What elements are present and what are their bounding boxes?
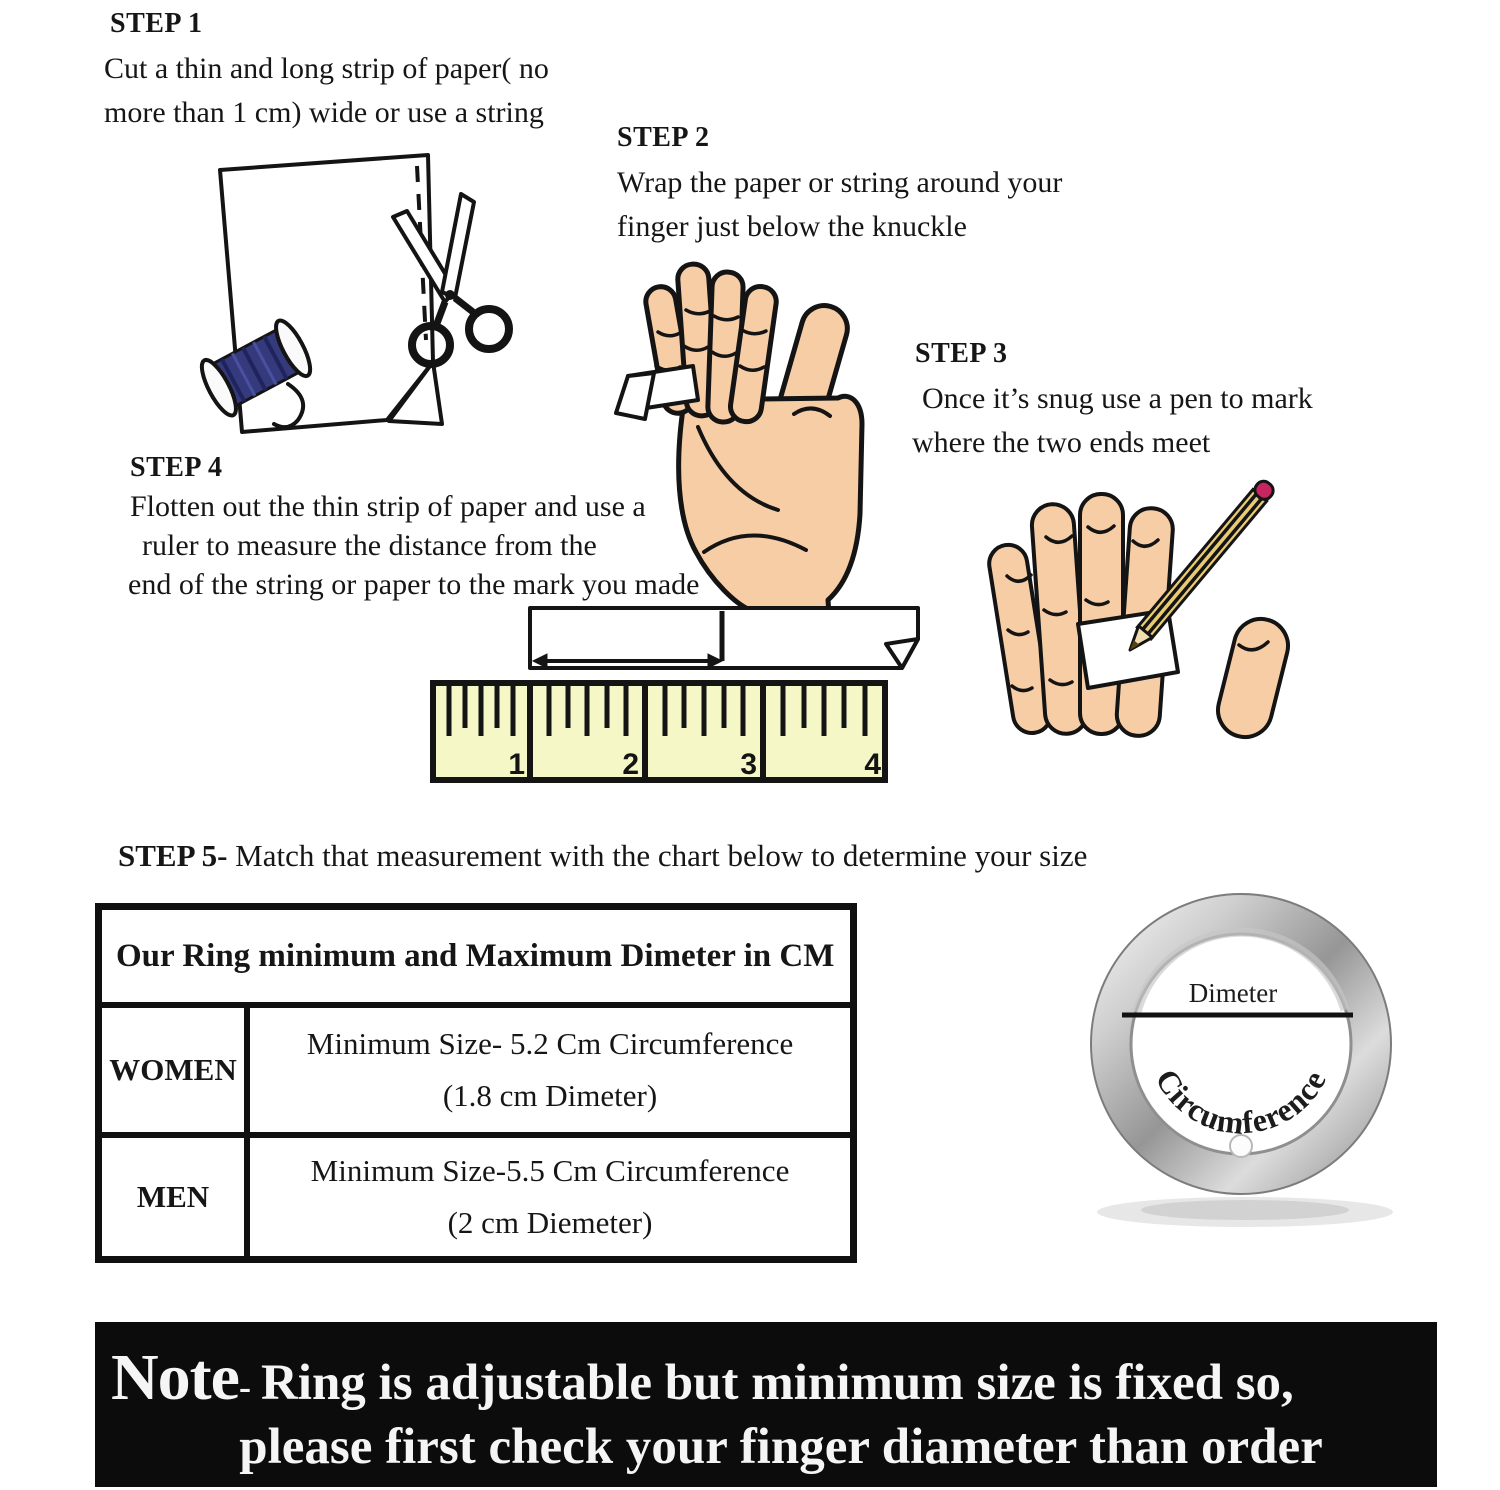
thumb — [1212, 613, 1293, 742]
step4-title: STEP 4 — [130, 452, 223, 483]
step1-text-line2: more than 1 cm) wide or use a string — [104, 96, 544, 129]
size-table — [95, 903, 857, 1263]
step2-text-line1: Wrap the paper or string around your — [617, 166, 1063, 199]
table-row-men — [102, 1138, 850, 1256]
step4-text-line3: end of the string or paper to the mark you made — [128, 568, 700, 601]
row-label-women: WOMEN — [102, 1008, 250, 1132]
step3-text-line2: where the two ends meet — [912, 426, 1211, 459]
table-row-women — [102, 1008, 850, 1138]
step5-text — [118, 838, 1087, 874]
step5-title: STEP 5- — [118, 838, 228, 873]
step4-text-line1: Flotten out the thin strip of paper and use a — [130, 490, 646, 523]
men-size-line1: Minimum Size-5.5 Cm Circumference — [310, 1153, 790, 1188]
paper-scissors-illustration — [170, 132, 620, 452]
ring-shadow-dark — [1141, 1200, 1349, 1220]
women-size-line2: (1.8 cm Dimeter) — [442, 1078, 658, 1113]
row-content-men — [250, 1138, 850, 1256]
row-label-men: MEN — [102, 1138, 250, 1256]
men-size-line2: (2 cm Diemeter) — [447, 1205, 653, 1240]
step5-body: Match that measurement with the chart below to determine your size — [227, 838, 1088, 873]
ruler-illustration — [425, 595, 925, 795]
circumference-label: Circumference — [1148, 1062, 1334, 1142]
hand-pencil-illustration — [980, 432, 1400, 722]
step1-text-line1: Cut a thin and long strip of paper( no — [104, 52, 549, 85]
note-text-line2: please first check your finger diameter than order — [239, 1419, 1323, 1475]
step2-title: STEP 2 — [617, 122, 710, 153]
note-line1 — [111, 1340, 1294, 1416]
step2-text-line2: finger just below the knuckle — [617, 210, 967, 243]
row-content-women — [250, 1008, 850, 1132]
step4-text-line2: ruler to measure the distance from the — [142, 529, 597, 562]
step1-title: STEP 1 — [110, 8, 203, 39]
note-dash: - — [238, 1367, 251, 1407]
ring-diagram — [1075, 872, 1415, 1237]
ruler-number-3: 3 — [740, 748, 757, 781]
ruler-number-2: 2 — [622, 748, 639, 781]
note-text-line1: Ring is adjustable but minimum size is fixed so, — [260, 1355, 1294, 1411]
ruler-number-1: 1 — [508, 748, 525, 781]
ruler-number-4: 4 — [864, 748, 881, 781]
ruler — [433, 683, 885, 781]
step3-title: STEP 3 — [915, 338, 1008, 369]
step3-text-line1: Once it’s snug use a pen to mark — [922, 382, 1313, 415]
women-size-line1: Minimum Size- 5.2 Cm Circumference — [306, 1026, 794, 1061]
diameter-label: Dimeter — [1188, 978, 1278, 1008]
size-table-header: Our Ring minimum and Maximum Dimeter in CM — [102, 910, 850, 1008]
note-banner — [95, 1322, 1437, 1487]
note-word: Note — [111, 1341, 239, 1414]
